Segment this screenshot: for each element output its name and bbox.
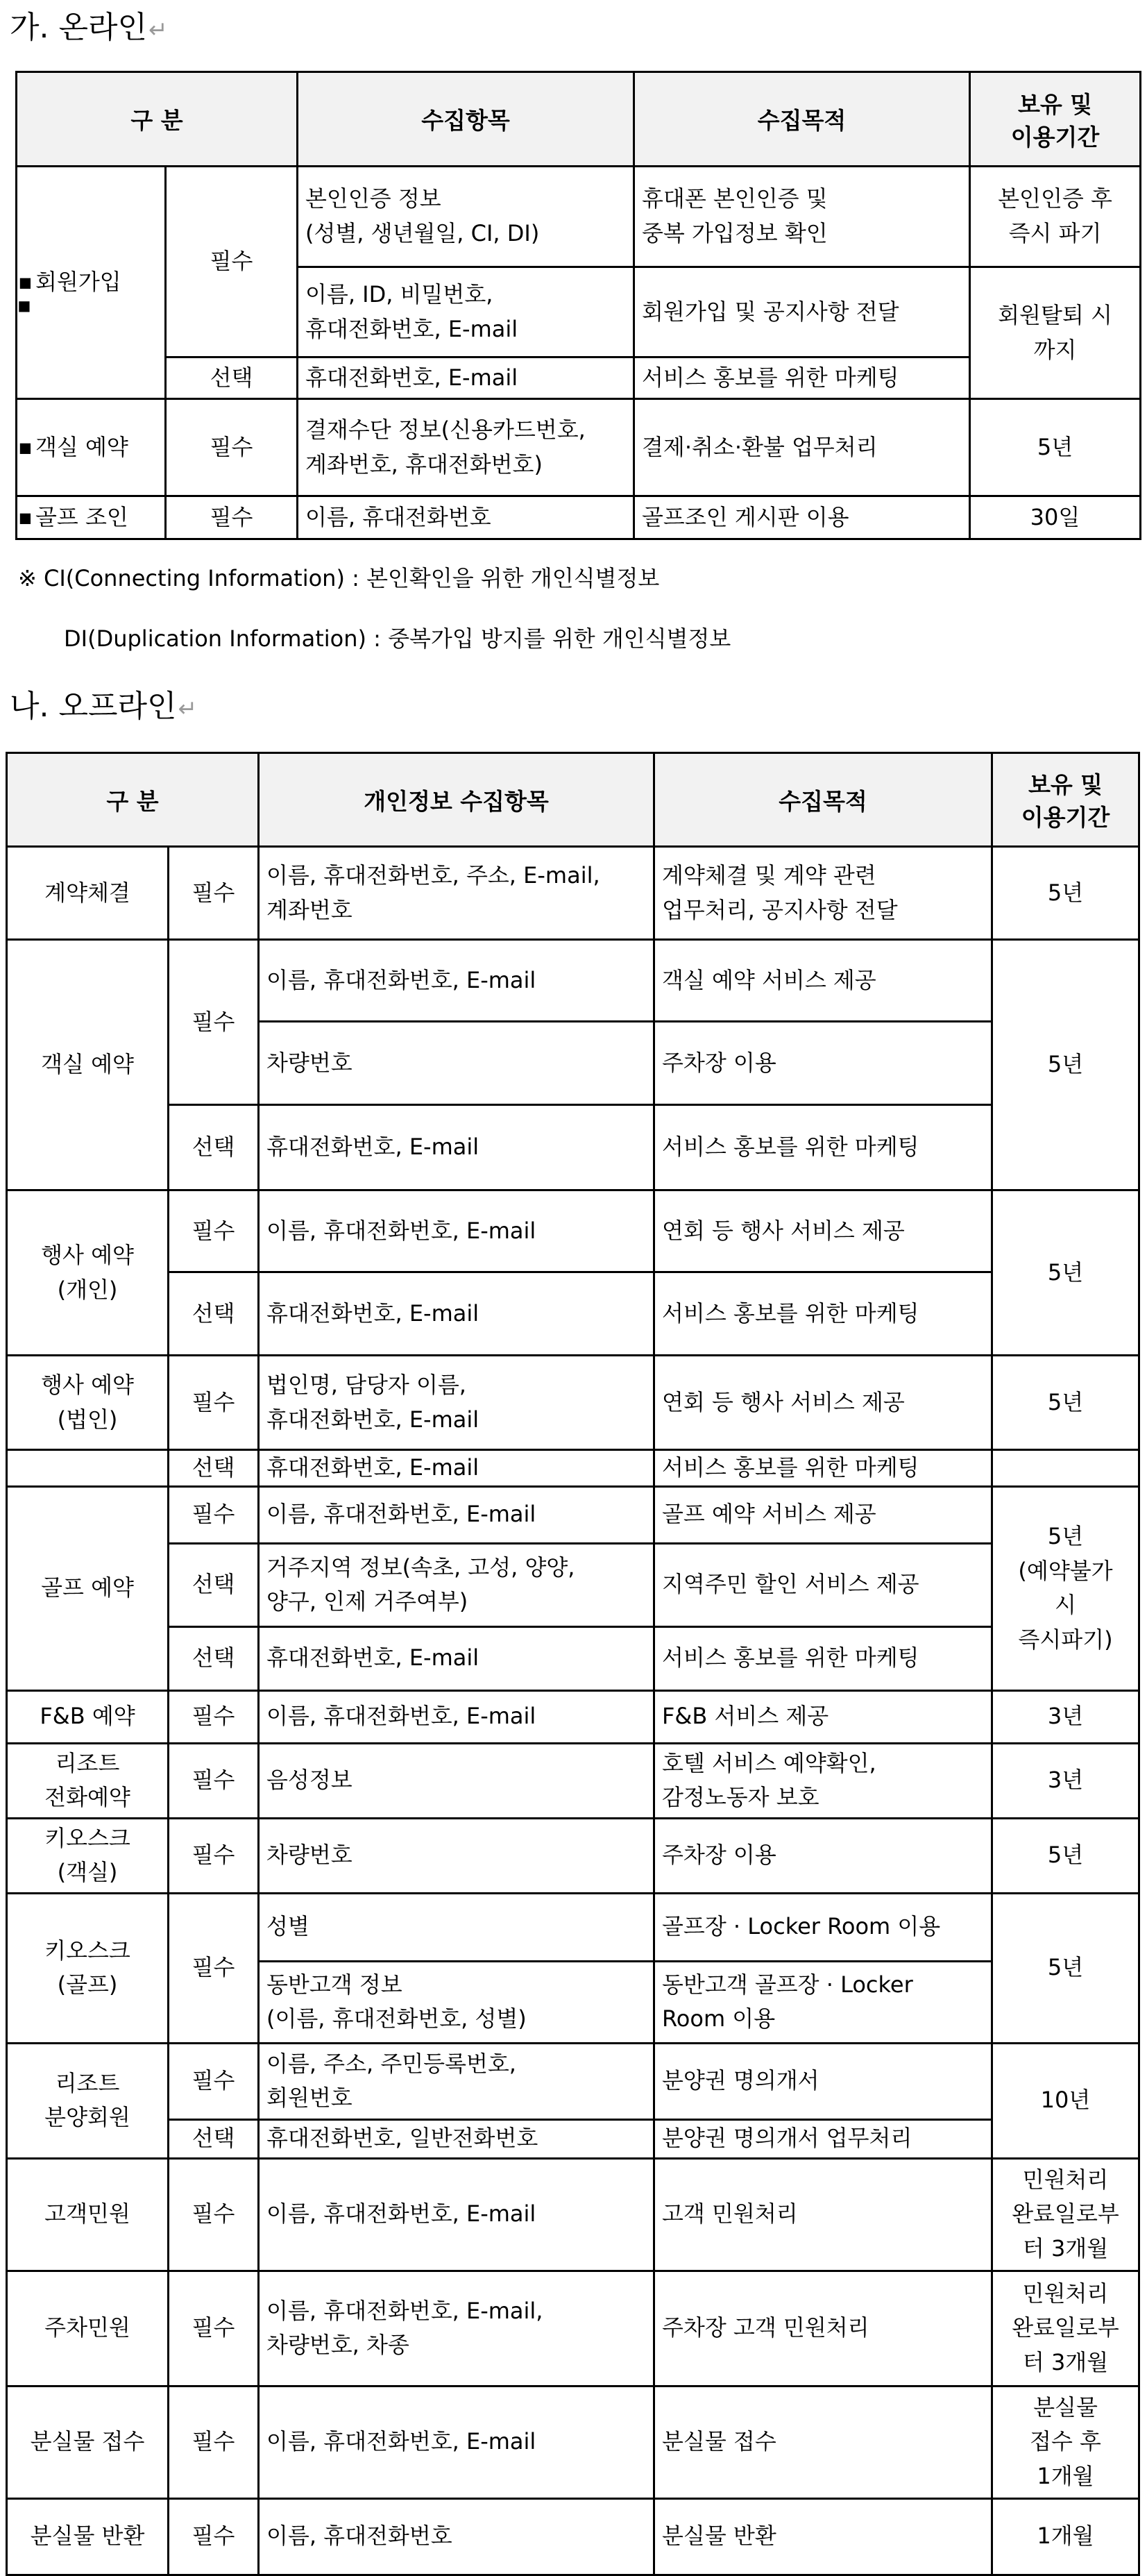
category-cell: 리조트 전화예약: [7, 1743, 169, 1818]
optional-cell: 선택: [169, 1543, 259, 1626]
items-cell: 이름, 휴대전화번호, E-mail, 차량번호, 차종: [259, 2271, 654, 2386]
purpose-cell: 주차장 이용: [654, 1022, 992, 1105]
required-cell: 필수: [169, 1190, 259, 1272]
required-cell: 필수: [169, 2271, 259, 2386]
note-ci: ※ CI(Connecting Information) : 본인확인을 위한 개인식별정보: [18, 565, 660, 591]
optional-cell: 선택: [169, 1272, 259, 1356]
purpose-cell: 연회 등 행사 서비스 제공: [654, 1190, 992, 1272]
period-cell: 30일: [970, 496, 1141, 539]
note-di: DI(Duplication Information) : 중복가입 방지를 위한 개인식별정보: [64, 625, 731, 652]
purpose-cell: 서비스 홍보를 위한 마케팅: [634, 357, 970, 399]
optional-cell: 선택: [169, 2119, 259, 2158]
items-cell: 본인인증 정보 (성별, 생년월일, CI, DI): [298, 167, 634, 267]
items-cell: 이름, 휴대전화번호, E-mail: [259, 1190, 654, 1272]
purpose-cell: 골프조인 게시판 이용: [634, 496, 970, 539]
category-cell: 계약체결: [7, 847, 169, 940]
period-cell: 5년: [992, 1356, 1139, 1450]
required-cell: 필수: [169, 1486, 259, 1543]
purpose-cell: 서비스 홍보를 위한 마케팅: [654, 1272, 992, 1356]
purpose-cell: 객실 예약 서비스 제공: [654, 940, 992, 1022]
period-cell: 분실물 접수 후 1개월: [992, 2386, 1139, 2498]
period-cell: 5년: [992, 1190, 1139, 1356]
required-cell: 필수: [166, 399, 298, 496]
col-header-items: 수집항목: [298, 72, 634, 167]
items-cell: 동반고객 정보 (이름, 휴대전화번호, 성별): [259, 1961, 654, 2043]
col-header-purpose: 수집목적: [634, 72, 970, 167]
purpose-cell: F&B 서비스 제공: [654, 1690, 992, 1743]
period-cell: 3년: [992, 1690, 1139, 1743]
period-cell: 회원탈퇴 시 까지: [970, 267, 1141, 399]
purpose-cell: 회원가입 및 공지사항 전달: [634, 267, 970, 357]
category-cell: 키오스크 (골프): [7, 1893, 169, 2043]
required-cell: 필수: [169, 940, 259, 1105]
category-cell: 리조트 분양회원: [7, 2043, 169, 2158]
purpose-cell: 주차장 이용: [654, 1818, 992, 1893]
items-cell: 휴대전화번호, E-mail: [259, 1450, 654, 1487]
col-header-purpose: 수집목적: [654, 753, 992, 847]
period-cell: 본인인증 후 즉시 파기: [970, 167, 1141, 267]
required-cell: 필수: [169, 2386, 259, 2498]
category-cell: 분실물 접수: [7, 2386, 169, 2498]
period-cell: 민원처리 완료일로부 터 3개월: [992, 2158, 1139, 2271]
items-cell: 이름, 휴대전화번호, E-mail: [259, 1690, 654, 1743]
items-cell: 휴대전화번호, E-mail: [259, 1105, 654, 1190]
optional-cell: 선택: [169, 1450, 259, 1487]
purpose-cell: 휴대폰 본인인증 및 중복 가입정보 확인: [634, 167, 970, 267]
period-cell: 5년: [992, 1818, 1139, 1893]
items-cell: 법인명, 담당자 이름, 휴대전화번호, E-mail: [259, 1356, 654, 1450]
col-header-period: 보유 및 이용기간: [992, 753, 1139, 847]
purpose-cell: 서비스 홍보를 위한 마케팅: [654, 1626, 992, 1690]
items-cell: 휴대전화번호, E-mail: [259, 1272, 654, 1356]
items-cell: 성별: [259, 1893, 654, 1961]
category-cell: 객실 예약: [7, 940, 169, 1190]
category-cell-empty: [7, 1450, 169, 1487]
col-header-items: 개인정보 수집항목: [259, 753, 654, 847]
required-cell: 필수: [169, 2158, 259, 2271]
purpose-cell: 주차장 고객 민원처리: [654, 2271, 992, 2386]
required-cell: 필수: [169, 1356, 259, 1450]
purpose-cell: 지역주민 할인 서비스 제공: [654, 1543, 992, 1626]
purpose-cell: 동반고객 골프장 · Locker Room 이용: [654, 1961, 992, 2043]
purpose-cell: 계약체결 및 계약 관련 업무처리, 공지사항 전달: [654, 847, 992, 940]
period-cell: 5년: [992, 1893, 1139, 2043]
required-cell: 필수: [169, 2498, 259, 2575]
items-cell: 이름, 휴대전화번호, 주소, E-mail, 계좌번호: [259, 847, 654, 940]
purpose-cell: 골프 예약 서비스 제공: [654, 1486, 992, 1543]
optional-cell: 선택: [169, 1105, 259, 1190]
purpose-cell: 골프장 · Locker Room 이용: [654, 1893, 992, 1961]
purpose-cell: 분양권 명의개서: [654, 2043, 992, 2119]
items-cell: 이름, ID, 비밀번호, 휴대전화번호, E-mail: [298, 267, 634, 357]
period-cell: 1개월: [992, 2498, 1139, 2575]
items-cell: 이름, 휴대전화번호, E-mail: [259, 2158, 654, 2271]
online-table: [15, 71, 1141, 540]
items-cell: 이름, 휴대전화번호, E-mail: [259, 1486, 654, 1543]
required-cell: 필수: [166, 167, 298, 357]
category-cell: ■ 골프 조인: [17, 496, 166, 539]
optional-cell: 선택: [169, 1626, 259, 1690]
required-cell: 필수: [166, 496, 298, 539]
optional-cell: 선택: [166, 357, 298, 399]
required-cell: 필수: [169, 1743, 259, 1818]
purpose-cell: 연회 등 행사 서비스 제공: [654, 1356, 992, 1450]
category-cell: 분실물 반환: [7, 2498, 169, 2575]
category-cell: ■ 회원가입: [17, 167, 166, 399]
category-cell: 고객민원: [7, 2158, 169, 2271]
purpose-cell: 분실물 반환: [654, 2498, 992, 2575]
items-cell: 거주지역 정보(속초, 고성, 양양, 양구, 인제 거주여부): [259, 1543, 654, 1626]
items-cell: 휴대전화번호, E-mail: [259, 1626, 654, 1690]
period-cell: 10년: [992, 2043, 1139, 2158]
category-cell: 주차민원: [7, 2271, 169, 2386]
purpose-cell: 서비스 홍보를 위한 마케팅: [654, 1105, 992, 1190]
items-cell: 차량번호: [259, 1022, 654, 1105]
required-cell: 필수: [169, 2043, 259, 2119]
category-cell: ■ 객실 예약: [17, 399, 166, 496]
purpose-cell: 호텔 서비스 예약확인, 감정노동자 보호: [654, 1743, 992, 1818]
required-cell: 필수: [169, 1893, 259, 2043]
items-cell: 휴대전화번호, 일반전화번호: [259, 2119, 654, 2158]
category-cell: 행사 예약 (개인): [7, 1190, 169, 1356]
period-cell: 3년: [992, 1743, 1139, 1818]
items-cell: 이름, 주소, 주민등록번호, 회원번호: [259, 2043, 654, 2119]
col-header-period: 보유 및 이용기간: [970, 72, 1141, 167]
required-cell: 필수: [169, 1690, 259, 1743]
items-cell: 결재수단 정보(신용카드번호, 계좌번호, 휴대전화번호): [298, 399, 634, 496]
items-cell: 이름, 휴대전화번호: [259, 2498, 654, 2575]
period-cell: 5년 (예약불가 시 즉시파기): [992, 1486, 1139, 1690]
category-cell: F&B 예약: [7, 1690, 169, 1743]
category-cell: 골프 예약: [7, 1486, 169, 1690]
period-cell: 5년: [970, 399, 1141, 496]
items-cell: 이름, 휴대전화번호, E-mail: [259, 940, 654, 1022]
items-cell: 차량번호: [259, 1818, 654, 1893]
col-header-category: 구 분: [7, 753, 259, 847]
category-cell: 행사 예약 (법인): [7, 1356, 169, 1450]
section-title-offline: 나. 오프라인↵: [10, 689, 198, 724]
period-cell: [992, 1450, 1139, 1487]
required-cell: 필수: [169, 847, 259, 940]
col-header-category: ■ 구 분: [17, 72, 298, 167]
purpose-cell: 분실물 접수: [654, 2386, 992, 2498]
purpose-cell: 결제·취소·환불 업무처리: [634, 399, 970, 496]
required-cell: 필수: [169, 1818, 259, 1893]
items-cell: 이름, 휴대전화번호: [298, 496, 634, 539]
purpose-cell: 분양권 명의개서 업무처리: [654, 2119, 992, 2158]
purpose-cell: 고객 민원처리: [654, 2158, 992, 2271]
period-cell: 민원처리 완료일로부 터 3개월: [992, 2271, 1139, 2386]
items-cell: 이름, 휴대전화번호, E-mail: [259, 2386, 654, 2498]
period-cell: 5년: [992, 940, 1139, 1190]
items-cell: 음성정보: [259, 1743, 654, 1818]
category-cell: 키오스크 (객실): [7, 1818, 169, 1893]
items-cell: 휴대전화번호, E-mail: [298, 357, 634, 399]
offline-table: [6, 752, 1140, 2576]
period-cell: 5년: [992, 847, 1139, 940]
section-title-online: 가. 온라인↵: [10, 10, 168, 45]
purpose-cell: 서비스 홍보를 위한 마케팅: [654, 1450, 992, 1487]
